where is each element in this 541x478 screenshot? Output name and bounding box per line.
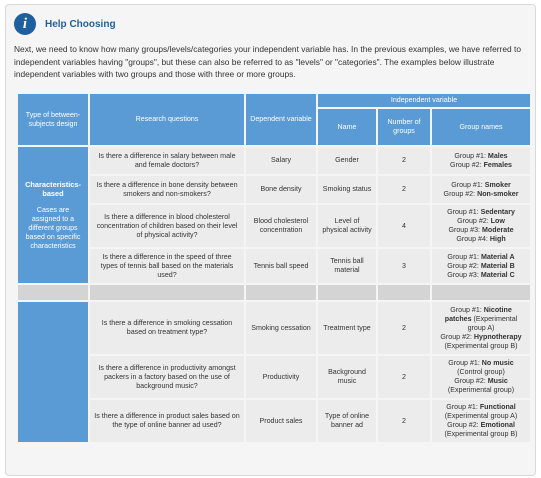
group-name-line [436, 333, 526, 351]
dependent-variable-cell: Tennis ball speed [246, 249, 316, 283]
group-name-line [436, 235, 526, 244]
section-title: Characteristics-based [25, 179, 81, 198]
number-of-groups-cell: 2 [378, 147, 430, 174]
independent-name-cell: Smoking status [318, 176, 376, 203]
group-prefix: Group #1: [448, 359, 482, 367]
table-row [18, 176, 530, 203]
panel-header [14, 13, 116, 35]
table-row [18, 302, 530, 354]
group-prefix: Group #1: [451, 180, 485, 189]
research-question-cell: Is there a difference in bone density between smokers and non-smokers? [90, 176, 244, 203]
group-label: Material C [480, 270, 515, 279]
group-name-line [436, 152, 526, 161]
group-label: Moderate [482, 226, 514, 234]
group-suffix: (Experimental group B) [444, 341, 518, 350]
info-icon: i [14, 13, 36, 35]
separator-cell [246, 285, 316, 300]
group-prefix: Group #2: [447, 261, 481, 270]
group-names-cell [432, 176, 530, 203]
dependent-variable-cell: Smoking cessation [246, 302, 316, 354]
dependent-variable-cell: Productivity [246, 356, 316, 398]
separator-row [18, 285, 530, 300]
dependent-variable-cell: Bone density [246, 176, 316, 203]
table-row [18, 147, 530, 174]
group-label: Sedentary [480, 208, 515, 216]
dependent-variable-cell: Blood cholesterol concentration [246, 205, 316, 247]
header-name: Name [318, 109, 376, 145]
group-label: Males [487, 151, 508, 160]
group-suffix: (Experimental group) [447, 386, 515, 394]
independent-name-cell: Tennis ball material [318, 249, 376, 283]
number-of-groups-cell: 2 [378, 176, 430, 203]
separator-cell [432, 285, 530, 300]
independent-name-cell: Treatment type [318, 302, 376, 354]
independent-name-cell: Gender [318, 147, 376, 174]
group-prefix: Group #2: [443, 189, 478, 198]
header-group-names: Group names [432, 109, 530, 145]
header-design: Type of between-subjects design [18, 94, 88, 145]
group-label: Non-smoker [477, 189, 519, 198]
header-questions: Research questions [90, 94, 244, 145]
group-prefix: Group #2: [447, 421, 481, 429]
group-label: Material B [480, 261, 515, 270]
research-question-cell: Is there a difference in product sales based on the type of online banner ad used? [90, 400, 244, 442]
group-names-cell [432, 147, 530, 174]
help-choosing-panel [5, 4, 536, 476]
number-of-groups-cell: 4 [378, 205, 430, 247]
independent-name-cell: Level of physical activity [318, 205, 376, 247]
group-name-line [436, 226, 526, 235]
panel-title: Help Choosing [45, 18, 116, 30]
group-label: Smoker [484, 180, 511, 189]
number-of-groups-cell: 3 [378, 249, 430, 283]
independent-name-cell: Background music [318, 356, 376, 398]
group-label: Nicotine patches [444, 305, 512, 323]
dependent-variable-cell: Product sales [246, 400, 316, 442]
group-name-line [436, 421, 526, 439]
group-label: Females [483, 160, 512, 169]
group-name-line [436, 377, 526, 395]
separator-cell [18, 285, 88, 300]
group-prefix: Group #2: [440, 332, 474, 341]
group-label: Material A [480, 252, 515, 261]
group-name-line [436, 403, 526, 421]
group-name-line [436, 271, 526, 280]
number-of-groups-cell: 2 [378, 356, 430, 398]
group-name-line [436, 181, 526, 190]
group-name-line [436, 262, 526, 271]
group-name-line [436, 161, 526, 170]
dependent-variable-cell: Salary [246, 147, 316, 174]
research-question-cell: Is there a difference in salary between male and female doctors? [90, 147, 244, 174]
group-name-line [436, 190, 526, 199]
group-name-line [436, 253, 526, 262]
number-of-groups-cell: 2 [378, 302, 430, 354]
group-label: Functional [479, 403, 516, 411]
group-prefix: Group #2: [454, 377, 488, 385]
group-prefix: Group #4: [456, 235, 490, 243]
group-prefix: Group #1: [446, 403, 480, 411]
group-prefix: Group #2: [450, 160, 484, 169]
table-row [18, 205, 530, 247]
header-dependent: Dependent variable [246, 94, 316, 145]
group-prefix: Group #1: [447, 252, 481, 261]
research-question-cell: Is there a difference in productivity amongst packers in a factory based on the use of background music? [90, 356, 244, 398]
group-names-cell [432, 356, 530, 398]
group-prefix: Group #2: [457, 217, 491, 225]
table-body [18, 147, 530, 442]
section-experimental-cell [18, 302, 88, 442]
group-prefix: Group #1: [454, 151, 488, 160]
group-name-line [436, 359, 526, 377]
research-question-cell: Is there a difference in smoking cessation based on treatment type? [90, 302, 244, 354]
section-description: Cases are assigned to a different groups based on specific characteristics [25, 205, 81, 250]
group-suffix: (Experimental group A) [467, 314, 518, 332]
group-prefix: Group #3: [447, 270, 481, 279]
group-prefix: Group #1: [447, 208, 481, 216]
group-prefix: Group #3: [448, 226, 482, 234]
header-independent: Independent variable [318, 94, 530, 107]
group-suffix: (Experimental group B) [444, 430, 518, 438]
group-names-cell [432, 249, 530, 283]
group-label: Hypnotherapy [473, 332, 522, 341]
group-name-line [436, 208, 526, 217]
examples-table [16, 92, 532, 444]
number-of-groups-cell: 2 [378, 400, 430, 442]
group-label: Emotional [480, 421, 515, 429]
table-row [18, 249, 530, 283]
table-row [18, 400, 530, 442]
group-label: No music [481, 359, 514, 367]
separator-cell [318, 285, 376, 300]
group-label: Music [487, 377, 508, 385]
group-names-cell [432, 205, 530, 247]
group-label: High [489, 235, 506, 243]
table-row [18, 356, 530, 398]
group-label: Low [490, 217, 505, 225]
independent-name-cell: Type of online banner ad [318, 400, 376, 442]
group-suffix: (Control group) [457, 368, 505, 376]
group-prefix: Group #1: [450, 305, 484, 314]
separator-cell [90, 285, 244, 300]
separator-cell [378, 285, 430, 300]
group-suffix: (Experimental group A) [444, 412, 518, 420]
intro-paragraph: Next, we need to know how many groups/levels/categories your independent variable has. In the previous examples, we have referred to independent variables having "groups", but these can also be referred to as "levels" or "categories". The examples below illustrate independent variables with two groups and those with three or more groups. [14, 44, 521, 80]
research-question-cell: Is there a difference in the speed of three types of tennis ball based on the materials used? [90, 249, 244, 283]
research-question-cell: Is there a difference in blood cholesterol concentration of children based on their level of physical activity? [90, 205, 244, 247]
group-names-cell [432, 400, 530, 442]
group-name-line [436, 217, 526, 226]
header-num-groups: Number of groups [378, 109, 430, 145]
section-characteristics-cell [18, 147, 88, 283]
group-name-line [436, 306, 526, 333]
group-names-cell [432, 302, 530, 354]
